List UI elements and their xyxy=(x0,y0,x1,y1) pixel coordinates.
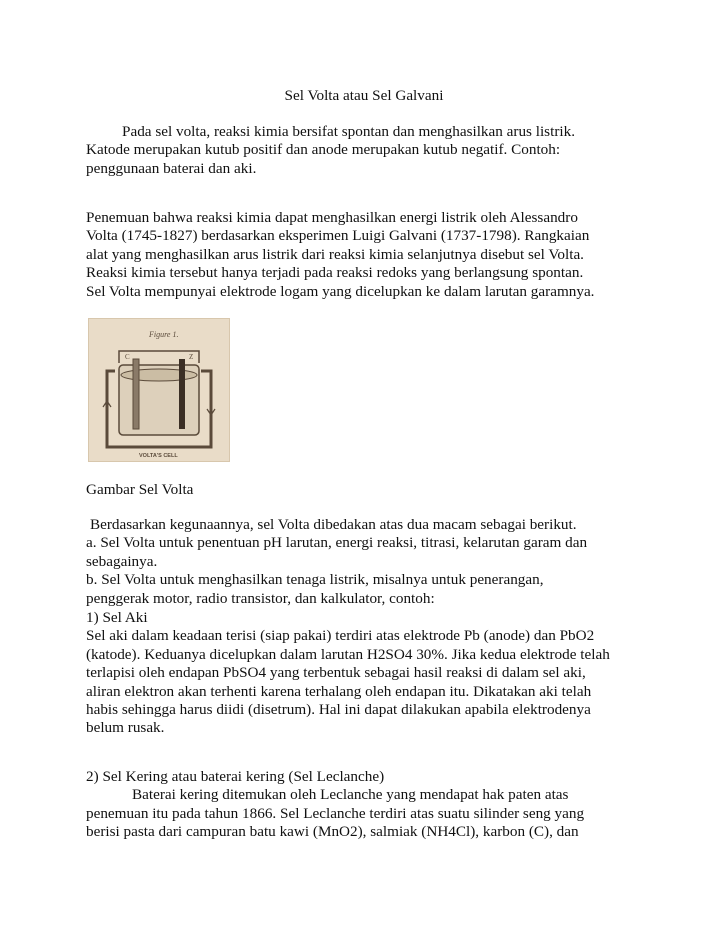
text-line: Volta (1745-1827) berdasarkan eksperimen Luigi Galvani (1737-1798). Rangkaian xyxy=(86,227,590,245)
text-line: terlapisi oleh endapan PbSO4 yang terbentuk sebagai hasil reaksi di dalam sel aki, xyxy=(86,664,586,682)
text-line: alat yang menghasilkan arus listrik dari reaksi kimia selanjutnya disebut sel Volta. xyxy=(86,245,584,263)
electrode-label-left: C xyxy=(125,353,130,361)
text-line: belum rusak. xyxy=(86,719,165,737)
text-line: Pada sel volta, reaksi kimia bersifat spontan dan menghasilkan arus listrik. xyxy=(122,123,575,140)
text-line: berisi pasta dari campuran batu kawi (MnO2), salmiak (NH4Cl), karbon (C), dan xyxy=(86,823,579,841)
current-arrow-right xyxy=(207,397,215,415)
text-line: penggunaan baterai dan aki. xyxy=(86,159,257,177)
paragraph-sel-aki xyxy=(86,609,686,738)
paragraph-intro xyxy=(86,123,686,178)
text-line: Gambar Sel Volta xyxy=(86,481,194,498)
voltas-cell-diagram xyxy=(89,319,229,461)
document-title: Sel Volta atau Sel Galvani xyxy=(284,87,444,104)
voltas-cell-figure xyxy=(88,318,230,462)
text-line: (katode). Keduanya dicelupkan dalam larutan H2SO4 30%. Jika kedua elektrode telah xyxy=(86,645,610,663)
current-arrow-left xyxy=(103,401,111,419)
carbon-electrode xyxy=(133,359,139,429)
text-line: Katode merupakan kutub positif dan anode merupakan kutub negatif. Contoh: xyxy=(86,141,561,159)
paragraph-history xyxy=(86,209,686,301)
text-line: Berdasarkan kegunaannya, sel Volta dibedakan atas dua macam sebagai berikut. xyxy=(90,516,577,533)
solution-surface xyxy=(121,369,197,381)
text-line: Sel aki dalam keadaan terisi (siap pakai) terdiri atas elektrode Pb (anode) dan PbO2 xyxy=(86,627,595,645)
text-line: Sel Volta mempunyai elektrode logam yang dicelupkan ke dalam larutan garamnya. xyxy=(86,282,595,300)
figure-caption: VOLTA'S CELL xyxy=(139,453,178,459)
text-line: penemuan itu pada tahun 1866. Sel Leclanche terdiri atas suatu silinder seng yang xyxy=(86,804,585,822)
figure-caption-text xyxy=(86,481,686,499)
text-line: Reaksi kimia tersebut hanya terjadi pada reaksi redoks yang berlangsung spontan. xyxy=(86,264,584,282)
zinc-electrode xyxy=(179,359,185,429)
text-line: a. Sel Volta untuk penentuan pH larutan, energi reaksi, titrasi, kelarutan garam dan xyxy=(86,534,588,552)
top-connector xyxy=(119,351,199,363)
text-line: penggerak motor, radio transistor, dan kalkulator, contoh: xyxy=(86,589,435,607)
section-heading: 1) Sel Aki xyxy=(86,609,148,626)
text-line: Penemuan bahwa reaksi kimia dapat menghasilkan energi listrik oleh Alessandro xyxy=(86,209,578,226)
paragraph-types xyxy=(86,516,686,608)
section-heading: 2) Sel Kering atau baterai kering (Sel Leclanche) xyxy=(86,768,385,785)
text-line: habis sehingga harus diidi (disetrum). Hal ini dapat dilakukan apabila elektrodenya xyxy=(86,701,591,719)
electrode-label-right: Z xyxy=(189,353,194,361)
text-line: aliran elektron akan terhenti karena terhalang oleh endapan itu. Dikatakan aki telah xyxy=(86,682,592,700)
text-line: Baterai kering ditemukan oleh Leclanche yang mendapat hak paten atas xyxy=(132,786,569,804)
text-line: b. Sel Volta untuk menghasilkan tenaga listrik, misalnya untuk penerangan, xyxy=(86,571,544,589)
paragraph-sel-kering xyxy=(86,768,686,842)
text-line: sebagainya. xyxy=(86,552,158,570)
figure-label: Figure 1. xyxy=(149,330,179,339)
